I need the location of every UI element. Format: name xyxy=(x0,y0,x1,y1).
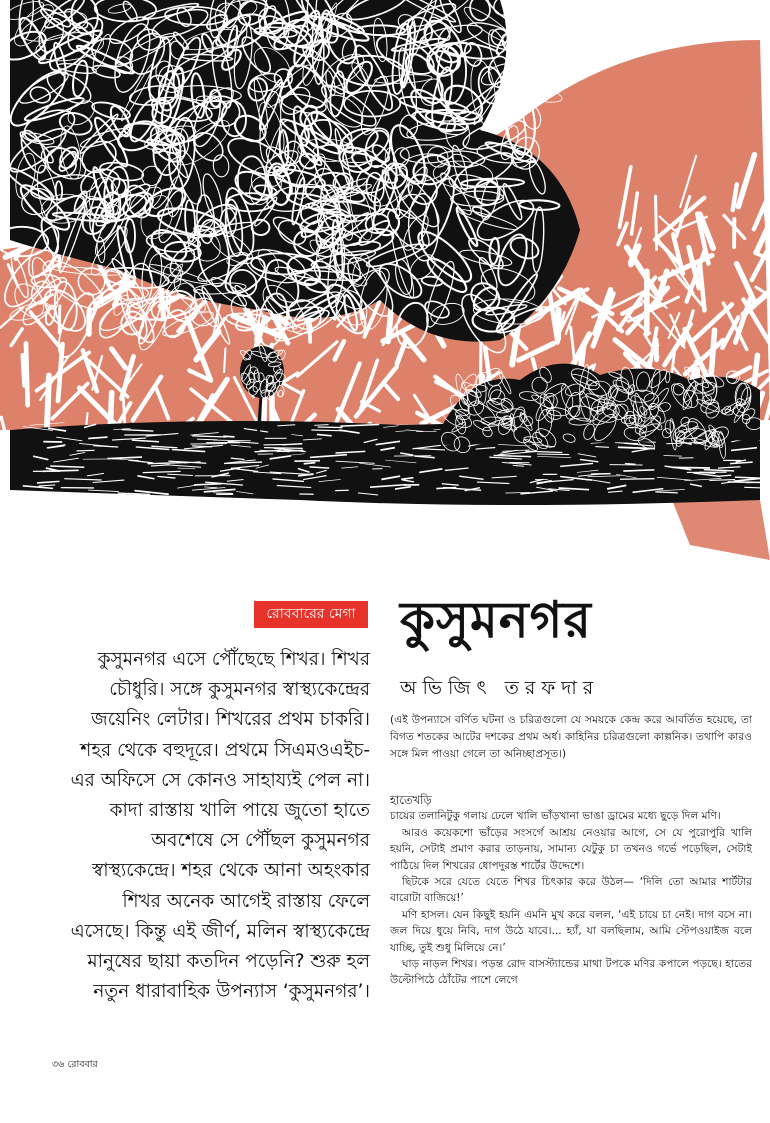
section-heading: হাতেখড়ি xyxy=(390,793,432,807)
lede-text: কুসুমনগর এসে পৌঁছেছে শিখর। শিখর চৌধুরি। সঙ্গে কুসুমনগর স্বাস্থ্যকেন্দ্রের জয়েনিং লেটার। শিখরের প্রথম চাকরি। শহর থেকে বহুদূরে। প্রথমে সিএমওএইচ-এর অফিসে সে কোনও সাহায্যই পেল না। কাদা রাস্তায় খালি পায়ে জুতো হাতে অবশেষে সে পৌঁছল কুসুমনগর স্বাস্থ্যকেন্দ্রে। শহর থেকে আনা অহংকার শিখর অনেক আগেই রাস্তায় ফেলে এসেছে। কিন্তু এই জীর্ণ, মলিন স্বাস্থ্যকেন্দ্রে মানুষের ছায়া কতদিন পড়েনি? শুরু হল নতুন ধারাবাহিক উপন্যাস ‘কুসুমনগর’। xyxy=(70,649,370,1003)
series-tag: রোববারের মেগা xyxy=(254,601,368,628)
body-paragraph: ছিটকে সরে যেতে যেতে শিখর চিৎকার করে উঠল— ‘দিলি তো আমার শার্টটার বারোটা বাজিয়ে!’ xyxy=(390,876,752,905)
body-paragraph: মণি হাসল। যেন কিছুই হয়নি এমনি মুখ করে বলল, ‘এই চায়ে চা নেই। দাগ বসে না। জল দিয়ে ধুয়ে নিবি, দাগ উঠে যাবে।... হ্যাঁ, যা বলছিলাম, আমি স্টেপওয়াইজ বলে যাচ্ছি, তুই শুধু মিলিয়ে নে।’ xyxy=(390,908,752,954)
disclaimer-text: (এই উপন্যাসে বর্ণিত ঘটনা ও চরিত্রগুলো যে সময়কে কেন্দ্র করে আবর্তিত হয়েছে, তা বিগত শতকের আটের দশকের প্রথম অর্ধ। কাহিনির চরিত্রগুলো কাল্পনিক। তথাপি কারও সঙ্গে মিল পাওয়া গেলে তা অনিচ্ছাপ্রসূত।) xyxy=(390,714,752,760)
story-title: কুসুমনগর xyxy=(400,591,592,649)
page-folio: ৩৬ রোববার xyxy=(52,1059,98,1070)
illustration-strokes xyxy=(0,0,770,560)
disclaimer-note xyxy=(390,712,752,763)
village-sketch-illustration xyxy=(0,0,770,560)
author-name: অভিজিৎ তরফদার xyxy=(400,677,600,699)
story-body xyxy=(390,792,752,989)
body-paragraph: চায়ের তলানিটুকু গলায় ঢেলে খালি ভাঁড়খানা ভাঙা ড্রামের মধ্যে ছুড়ে দিল মণি। xyxy=(390,810,721,823)
body-paragraph: ঘাড় নাড়ল শিখর। পড়ন্ত রোদ বাসস্ট্যান্ডের মাথা টপকে মণির কপালে পড়ছে। হাতের উল্টোপিঠে ঠোঁটের পাশে লেগে xyxy=(390,958,752,987)
lede-paragraph xyxy=(70,645,370,1007)
body-paragraph: আরও কয়েকশো ভাঁড়ের সংসর্গে আশ্রয় নেওয়ার আগে, সে যে পুরোপুরি খালি হয়নি, সেটাই প্রমাণ করার তাড়নায়, সামান্য যেটুকু চা তখনও গর্ভে পড়েছিল, সেটাই পাঠিয়ে দিল শিখরের ধোপদুরস্ত শার্টের উদ্দেশে। xyxy=(390,826,752,872)
